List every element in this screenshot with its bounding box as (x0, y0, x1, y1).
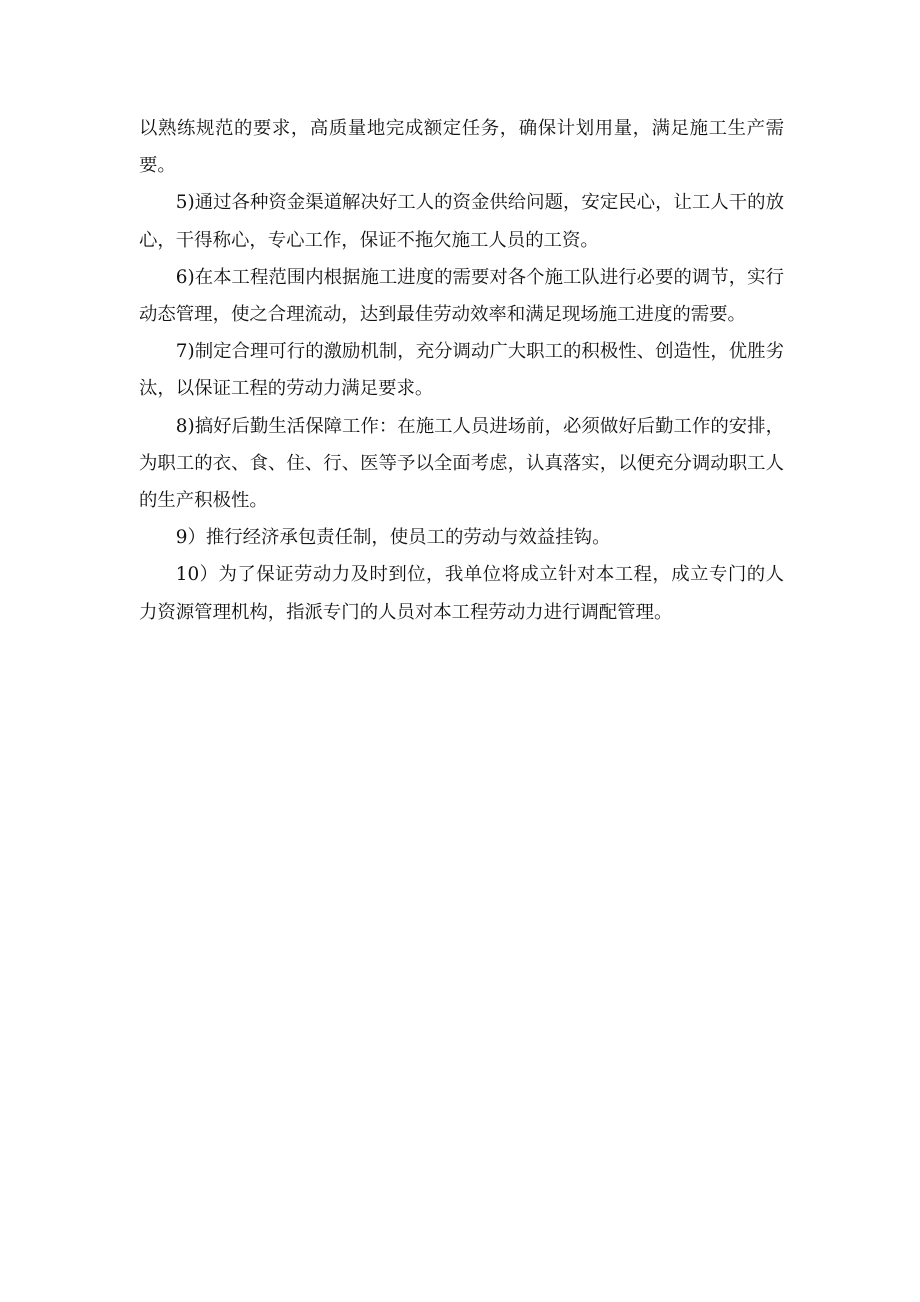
paragraph-item-7: 7)制定合理可行的激励机制，充分调动广大职工的积极性、创造性，优胜劣汰，以保证工程的劳动力满足要求。 (139, 341, 784, 400)
paragraph-item-10: 10）为了保证劳动力及时到位，我单位将成立针对本工程，成立专门的人力资源管理机构，指派专门的人员对本工程劳动力进行调配管理。 (139, 564, 784, 623)
paragraph-item-9: 9）推行经济承包责任制，使员工的劳动与效益挂钩。 (175, 527, 611, 549)
document-body (139, 110, 784, 631)
paragraph-item-6: 6)在本工程范围内根据施工进度的需要对各个施工队进行必要的调节，实行动态管理，使之合理流动，达到最佳劳动效率和满足现场施工进度的需要。 (139, 266, 784, 326)
paragraph-item-5: 5)通过各种资金渠道解决好工人的资金供给问题，安定民心，让工人干的放心，干得称心，专心工作，保证不拖欠施工人员的工资。 (139, 192, 784, 251)
paragraph-item-8: 8)搞好后勤生活保障工作：在施工人员进场前，必须做好后勤工作的安排，为职工的衣、食、住、行、医等予以全面考虑，认真落实，以便充分调动职工人的生产积极性。 (139, 415, 784, 512)
paragraph-continuation: 以熟练规范的要求，高质量地完成额定任务，确保计划用量，满足施工生产需要。 (139, 118, 784, 177)
